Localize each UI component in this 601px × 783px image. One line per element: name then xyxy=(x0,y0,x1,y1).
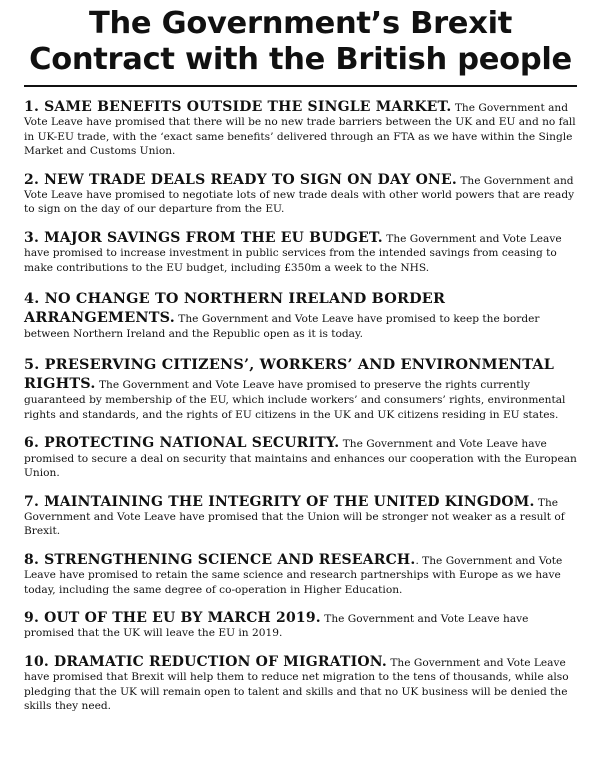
promise-item-8 xyxy=(24,553,577,597)
document-title xyxy=(24,6,577,78)
title-divider xyxy=(24,85,577,87)
promise-heading: 7. MAINTAINING THE INTEGRITY OF THE UNITED KINGDOM. xyxy=(24,493,535,510)
promise-item-5 xyxy=(24,355,577,422)
promise-item-7 xyxy=(24,495,577,539)
promise-body: The Government and Vote Leave have promised that the Union will be stronger not weaker as a result of Brexit. xyxy=(24,496,565,538)
promise-item-10 xyxy=(24,655,577,714)
promise-heading: 2. NEW TRADE DEALS READY TO SIGN ON DAY ONE. xyxy=(24,171,457,188)
promise-body: The Government and Vote Leave have promised that the UK will leave the EU in 2019. xyxy=(24,612,529,640)
promise-item-3 xyxy=(24,231,577,275)
promise-item-4 xyxy=(24,289,577,341)
promise-body: The Government and Vote Leave have promised to preserve the rights currently guaranteed by membership of the EU, which include workers’ and consumers’ rights, environmental rights and standards, and the rights of EU citizens in the UK and UK citizens residing in EU states. xyxy=(24,379,566,421)
title-line-1: The Government’s Brexit xyxy=(88,6,513,41)
promise-body: The Government and Vote Leave have promised to secure a deal on security that maintains and enhances our cooperation with the European Union. xyxy=(24,438,577,480)
promise-heading: 1. SAME BENEFITS OUTSIDE THE SINGLE MARKET. xyxy=(24,99,452,115)
title-line-2: Contract with the British people xyxy=(29,42,572,77)
promise-item-6 xyxy=(24,436,577,480)
promise-item-9 xyxy=(24,611,577,641)
promise-heading: 8. STRENGTHENING SCIENCE AND RESEARCH. xyxy=(24,551,416,568)
promise-item-2 xyxy=(24,173,577,217)
promise-heading: 4. NO CHANGE TO NORTHERN IRELAND BORDER ARRANGEMENTS. xyxy=(24,290,446,327)
promise-heading: 6. PROTECTING NATIONAL SECURITY. xyxy=(24,435,340,452)
promise-body: The Government and Vote Leave have promised to increase investment in public services from the intended savings from ceasing to make contributions to the EU budget, including £350m a week to the NHS. xyxy=(24,232,562,274)
promise-body: The Government and Vote Leave have promised that Brexit will help them to reduce net migration to the tens of thousands, while also pledging that the UK will remain open to talent and skills and that no UK business will be denied the skills they need. xyxy=(24,656,569,712)
promise-body: The Government and Vote Leave have promised to keep the border between Northern Ireland and the Republic open as it is today. xyxy=(24,313,540,341)
promise-heading: 10. DRAMATIC REDUCTION OF MIGRATION. xyxy=(24,653,387,670)
promise-body: . The Government and Vote Leave have promised to retain the same science and research partnerships with Europe as we have today, including the same degree of co-operation in Higher Education. xyxy=(24,554,563,596)
promise-heading: 9. OUT OF THE EU BY MARCH 2019. xyxy=(24,609,321,626)
promise-body: The Government and Vote Leave have promised to negotiate lots of new trade deals with other world powers that are ready to sign on the day of our departure from the EU. xyxy=(24,174,575,216)
promise-heading: 3. MAJOR SAVINGS FROM THE EU BUDGET. xyxy=(24,229,383,246)
promise-body: The Government and Vote Leave have promised that there will be no new trade barriers between the UK and EU and no fall in UK-EU trade, with the ‘exact same benefits’ delivered through an FTA as we have within the Single Market and Customs Union. xyxy=(24,102,576,158)
promise-item-1 xyxy=(24,100,577,159)
promise-heading: 5. PRESERVING CITIZENS’, WORKERS’ AND ENVIRONMENTAL RIGHTS. xyxy=(24,356,555,393)
